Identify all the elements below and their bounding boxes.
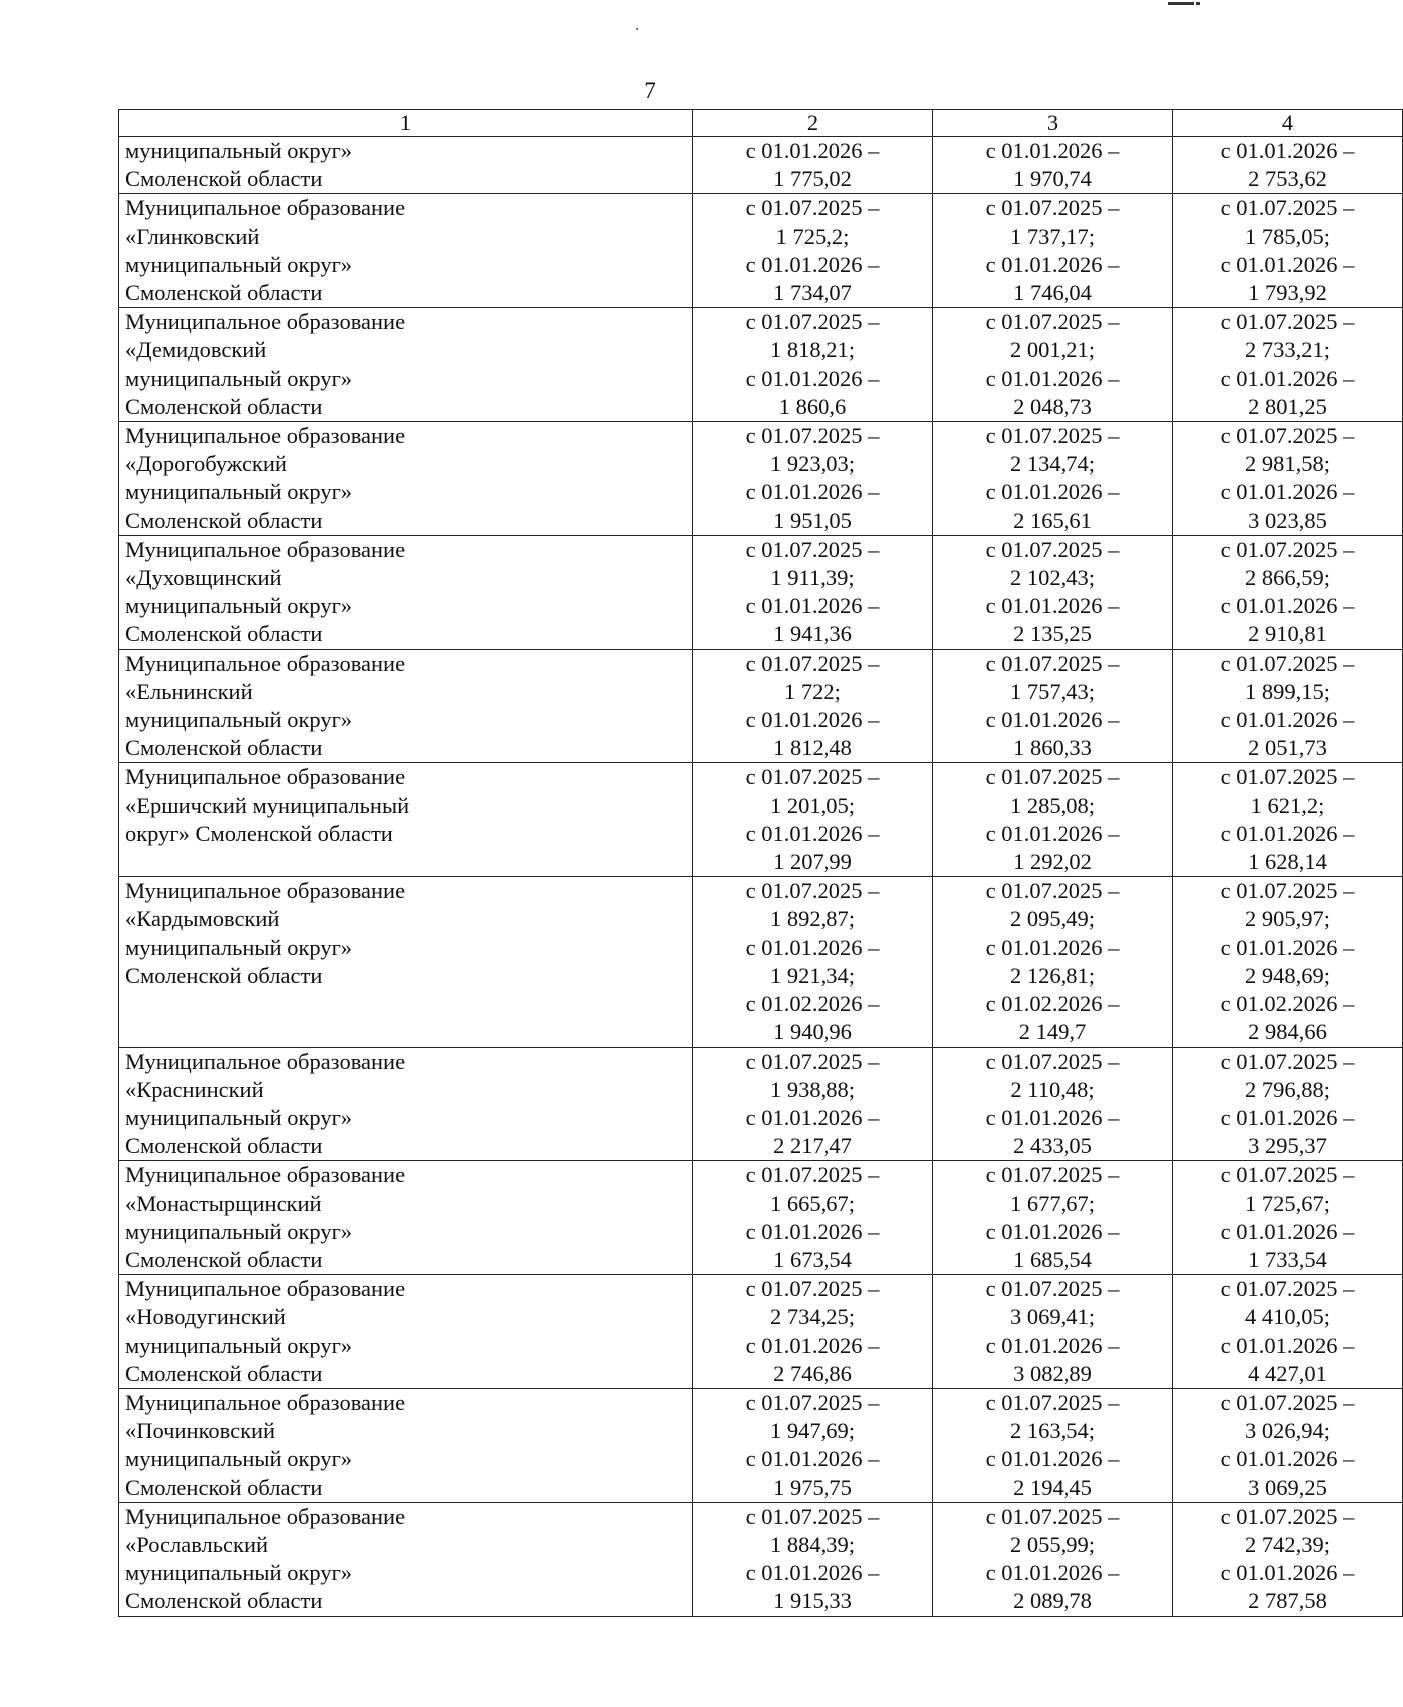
tariff-value-line: 2 984,66 (1248, 1019, 1327, 1045)
municipality-name-line: Смоленской области (125, 166, 323, 192)
tariff-value-line: 3 069,41; (1009, 1304, 1095, 1330)
tariff-value-line: 1 970,74 (1013, 166, 1092, 192)
tariff-value-line: 1 951,05 (773, 507, 852, 533)
tariff-value-line: с 01.07.2025 – (985, 195, 1120, 221)
tariff-value-line: с 01.01.2026 – (985, 593, 1120, 619)
tariff-value-line: 1 734,07 (773, 280, 852, 306)
municipality-name-line: муниципальный округ» (125, 934, 353, 960)
municipality-name-line: муниципальный округ» (125, 593, 353, 619)
tariff-value-line: 2 981,58; (1244, 451, 1330, 477)
tariff-value-line: с 01.01.2026 – (985, 479, 1120, 505)
tariff-value-line: 2 149,7 (1018, 1019, 1087, 1045)
tariff-value-line: 4 427,01 (1248, 1360, 1327, 1386)
tariff-value-line: 1 975,75 (773, 1474, 852, 1500)
tariff-value-line: 1 938,88; (769, 1076, 855, 1102)
tariff-value-line: 3 069,25 (1248, 1474, 1327, 1500)
municipality-name-line: Муниципальное образование (125, 309, 406, 335)
tariff-value-line: 1 621,2; (1250, 792, 1325, 818)
tariff-value-line: с 01.07.2025 – (985, 1503, 1120, 1529)
tariff-value-line: 1 746,04 (1013, 280, 1092, 306)
tariff-value-cell-2 (693, 308, 933, 422)
tariff-value-line: с 01.07.2025 – (745, 423, 880, 449)
tariff-value-line: с 01.07.2025 – (1220, 1503, 1355, 1529)
tariff-value-line: с 01.07.2025 – (745, 1276, 880, 1302)
tariff-value-line: с 01.02.2026 – (985, 991, 1120, 1017)
tariff-value-line: с 01.07.2025 – (985, 764, 1120, 790)
tariff-value-cell-2 (693, 1502, 933, 1616)
tariff-value-line: 3 082,89 (1013, 1360, 1092, 1386)
municipality-name-line: Смоленской области (125, 393, 323, 419)
municipality-name-cell (119, 1388, 693, 1502)
municipality-name-line: Смоленской области (125, 1133, 323, 1159)
tariff-value-line: 1 628,14 (1248, 849, 1327, 875)
tariff-value-line: с 01.01.2026 – (985, 1560, 1120, 1586)
tariff-value-cell-2 (693, 535, 933, 649)
tariff-value-line: 1 940,96 (773, 1019, 852, 1045)
tariff-value-line: с 01.01.2026 – (745, 1332, 880, 1358)
tariff-value-line: 1 818,21; (769, 337, 855, 363)
column-header-1: 1 (119, 110, 693, 137)
tariff-value-line: 1 911,39; (770, 565, 855, 591)
tariff-value-cell-2 (693, 877, 933, 1047)
municipality-name-line: «Духовщинский (125, 565, 282, 591)
municipality-name-line: Муниципальное образование (125, 536, 406, 562)
tariff-value-cell-4 (1173, 1388, 1403, 1502)
tariff-value-line: с 01.07.2025 – (985, 650, 1120, 676)
municipality-name-line: «Глинковский (125, 223, 260, 249)
tariff-value-cell-4 (1173, 194, 1403, 308)
tariff-value-cell-3 (933, 877, 1173, 1047)
municipality-name-line: муниципальный округ» (125, 1332, 353, 1358)
tariff-value-line: с 01.07.2025 – (1220, 878, 1355, 904)
tariff-value-line: 2 135,25 (1013, 621, 1092, 647)
tariff-value-cell-4 (1173, 535, 1403, 649)
tariff-value-line: с 01.01.2026 – (1220, 138, 1355, 163)
tariff-value-line: с 01.01.2026 – (745, 707, 880, 733)
tariff-value-line: с 01.01.2026 – (1220, 1104, 1355, 1130)
tariff-value-line: с 01.07.2025 – (1220, 423, 1355, 449)
tariff-value-line: 1 884,39; (769, 1531, 855, 1557)
tariff-value-line: с 01.07.2025 – (985, 1276, 1120, 1302)
tariff-value-line: с 01.07.2025 – (745, 1389, 880, 1415)
tariff-value-line: с 01.07.2025 – (1220, 536, 1355, 562)
tariff-value-line: 1 737,17; (1009, 223, 1095, 249)
tariff-value-line: 1 677,67; (1009, 1190, 1095, 1216)
tariff-value-cell-2 (693, 194, 933, 308)
municipality-name-line: муниципальный округ» (125, 479, 353, 505)
tariff-value-cell-4 (1173, 1502, 1403, 1616)
table-row (119, 308, 1403, 422)
tariff-value-line: с 01.01.2026 – (745, 1446, 880, 1472)
municipality-name-line: Муниципальное образование (125, 650, 406, 676)
municipality-name-line: муниципальный округ» (125, 707, 353, 733)
tariff-value-line: с 01.07.2025 – (1220, 195, 1355, 221)
tariff-value-line: с 01.07.2025 – (745, 1503, 880, 1529)
tariff-value-line: 3 026,94; (1244, 1418, 1330, 1444)
tariff-value-cell-3 (933, 308, 1173, 422)
tariff-value-line: 1 923,03; (769, 451, 855, 477)
tariff-value-line: 2 801,25 (1248, 393, 1327, 419)
tariff-value-line: с 01.01.2026 – (1220, 1446, 1355, 1472)
tariff-value-line: с 01.01.2026 – (745, 138, 880, 163)
tariff-value-line: с 01.07.2025 – (1220, 764, 1355, 790)
tariff-value-cell-4 (1173, 763, 1403, 877)
tariff-value-line: 1 757,43; (1009, 678, 1095, 704)
tariff-value-line: с 01.01.2026 – (985, 820, 1120, 846)
tariff-value-cell-3 (933, 649, 1173, 763)
tariff-value-line: с 01.01.2026 – (1220, 1218, 1355, 1244)
tariff-value-cell-4 (1173, 1275, 1403, 1389)
tariff-value-line: с 01.01.2026 – (985, 1218, 1120, 1244)
municipality-name-cell (119, 763, 693, 877)
tariff-value-cell-2 (693, 422, 933, 536)
municipality-name-line: муниципальный округ» (125, 1104, 353, 1130)
tariff-value-line: с 01.01.2026 – (985, 365, 1120, 391)
tariff-value-cell-4 (1173, 877, 1403, 1047)
tariff-value-line: с 01.01.2026 – (985, 251, 1120, 277)
tariff-value-line: с 01.01.2026 – (985, 138, 1120, 163)
tariff-value-line: с 01.07.2025 – (1220, 1276, 1355, 1302)
table-row (119, 1161, 1403, 1275)
tariff-value-line: 1 725,67; (1244, 1190, 1330, 1216)
tariff-value-cell-4 (1173, 1161, 1403, 1275)
municipality-name-cell (119, 1161, 693, 1275)
tariff-value-line: 2 733,21; (1244, 337, 1330, 363)
municipality-name-line: «Рославльский (125, 1531, 269, 1557)
table-row (119, 1388, 1403, 1502)
tariff-value-line: 1 899,15; (1244, 678, 1330, 704)
table-row (119, 535, 1403, 649)
tariff-value-cell-2 (693, 1047, 933, 1161)
tariff-value-line: 1 941,36 (773, 621, 852, 647)
tariff-value-line: 2 055,99; (1009, 1531, 1095, 1557)
municipality-name-line: Смоленской области (125, 1474, 323, 1500)
tariff-value-line: 2 217,47 (773, 1133, 852, 1159)
municipality-name-line: Муниципальное образование (125, 1389, 406, 1415)
municipality-name-line: «Починковский (125, 1418, 276, 1444)
municipality-name-line: «Ельнинский (125, 678, 253, 704)
tariff-value-line: с 01.01.2026 – (745, 365, 880, 391)
column-header-4: 4 (1173, 110, 1403, 137)
municipality-name-cell (119, 308, 693, 422)
tariff-value-line: 2 734,25; (769, 1304, 855, 1330)
tariff-value-cell-3 (933, 1275, 1173, 1389)
tariff-value-line: 2 433,05 (1013, 1133, 1092, 1159)
municipality-name-line: «Монастырщинский (125, 1190, 322, 1216)
tariff-value-line: с 01.07.2025 – (745, 650, 880, 676)
tariff-value-line: 3 023,85 (1248, 507, 1327, 533)
table-row (119, 1047, 1403, 1161)
tariff-value-line: с 01.01.2026 – (985, 1446, 1120, 1472)
municipality-name-cell (119, 535, 693, 649)
tariff-value-line: с 01.01.2026 – (745, 251, 880, 277)
municipality-name-cell (119, 1047, 693, 1161)
tariff-value-line: 1 785,05; (1244, 223, 1330, 249)
table-row (119, 877, 1403, 1047)
tariff-value-line: с 01.02.2026 – (1220, 991, 1355, 1017)
tariff-value-line: с 01.01.2026 – (1220, 479, 1355, 505)
tariff-value-line: с 01.01.2026 – (985, 1332, 1120, 1358)
tariff-value-line: 2 048,73 (1013, 393, 1092, 419)
tariff-value-line: 2 742,39; (1244, 1531, 1330, 1557)
tariff-value-line: 2 866,59; (1244, 565, 1330, 591)
tariff-value-line: 2 796,88; (1244, 1076, 1330, 1102)
tariff-value-line: с 01.01.2026 – (745, 934, 880, 960)
municipality-name-cell (119, 1502, 693, 1616)
page-number: 7 (644, 78, 656, 103)
tariff-value-cell-4 (1173, 1047, 1403, 1161)
tariff-value-line: 2 746,86 (773, 1360, 852, 1386)
tariff-value-line: 1 673,54 (773, 1246, 852, 1272)
tariff-value-line: 1 892,87; (769, 906, 855, 932)
tariff-value-line: с 01.07.2025 – (985, 878, 1120, 904)
tariff-value-line: 1 793,92 (1248, 280, 1327, 306)
tariff-value-cell-3 (933, 1502, 1173, 1616)
table-row (119, 1502, 1403, 1616)
tariff-value-line: 2 753,62 (1248, 166, 1327, 192)
tariff-value-line: 2 110,48; (1010, 1076, 1095, 1102)
municipality-name-line: муниципальный округ» (125, 1218, 353, 1244)
tariff-value-line: 1 733,54 (1248, 1246, 1327, 1272)
scan-corner-mark (1196, 2, 1200, 5)
table-row (119, 137, 1403, 194)
tariff-value-cell-2 (693, 763, 933, 877)
tariff-value-line: с 01.07.2025 – (745, 1048, 880, 1074)
municipality-name-line: округ» Смоленской области (125, 820, 393, 846)
municipality-name-line: Муниципальное образование (125, 1503, 406, 1529)
municipality-name-line: Муниципальное образование (125, 1048, 406, 1074)
tariff-value-cell-4 (1173, 137, 1403, 194)
municipality-name-line: Смоленской области (125, 280, 323, 306)
municipality-name-line: Смоленской области (125, 962, 323, 988)
tariff-value-line: с 01.01.2026 – (745, 593, 880, 619)
table-row (119, 649, 1403, 763)
tariff-value-cell-3 (933, 137, 1173, 194)
tariff-value-line: с 01.01.2026 – (1220, 820, 1355, 846)
tariff-value-line: 1 921,34; (769, 962, 855, 988)
tariff-value-line: 1 860,33 (1013, 735, 1092, 761)
tariff-value-cell-3 (933, 194, 1173, 308)
tariff-value-line: 1 775,02 (773, 166, 852, 192)
municipality-name-line: Муниципальное образование (125, 423, 406, 449)
tariff-value-line: с 01.07.2025 – (745, 536, 880, 562)
municipality-name-line: «Краснинский (125, 1076, 264, 1102)
tariff-value-line: 1 860,6 (778, 393, 847, 419)
municipality-name-line: муниципальный округ» (125, 251, 353, 277)
tariff-value-line: 2 194,45 (1013, 1474, 1092, 1500)
municipality-name-line: Смоленской области (125, 1246, 323, 1272)
municipality-name-line: Муниципальное образование (125, 878, 406, 904)
tariff-value-line: 1 725,2; (775, 223, 850, 249)
scan-corner-mark (1168, 2, 1194, 5)
tariff-value-line: с 01.07.2025 – (745, 309, 880, 335)
municipality-name-line: муниципальный округ» (125, 1446, 353, 1472)
tariff-value-line: с 01.07.2025 – (1220, 1048, 1355, 1074)
tariff-value-line: 1 915,33 (773, 1588, 852, 1614)
municipality-name-line: Смоленской области (125, 507, 323, 533)
tariff-value-line: 2 787,58 (1248, 1588, 1327, 1614)
tariff-value-cell-2 (693, 1275, 933, 1389)
municipality-name-cell (119, 649, 693, 763)
tariff-value-line: 2 051,73 (1248, 735, 1327, 761)
tariff-value-line: с 01.01.2026 – (985, 1104, 1120, 1130)
tariff-value-line: с 01.07.2025 – (1220, 650, 1355, 676)
tariff-value-line: с 01.01.2026 – (985, 934, 1120, 960)
tariff-value-line: с 01.07.2025 – (985, 536, 1120, 562)
table-row (119, 194, 1403, 308)
municipality-name-line: «Новодугинский (125, 1304, 286, 1330)
column-header-2: 2 (693, 110, 933, 137)
tariff-value-cell-3 (933, 535, 1173, 649)
tariff-value-line: 2 948,69; (1244, 962, 1330, 988)
tariff-value-line: с 01.01.2026 – (1220, 934, 1355, 960)
tariff-value-line: с 01.02.2026 – (745, 991, 880, 1017)
tariff-value-line: 4 410,05; (1244, 1304, 1330, 1330)
tariff-value-line: с 01.07.2025 – (985, 423, 1120, 449)
tariff-value-cell-3 (933, 1161, 1173, 1275)
tariff-value-line: 2 126,81; (1009, 962, 1095, 988)
tariff-value-line: 2 905,97; (1244, 906, 1330, 932)
tariff-value-line: с 01.01.2026 – (1220, 365, 1355, 391)
tariff-value-line: 2 001,21; (1009, 337, 1095, 363)
tariff-value-line: с 01.01.2026 – (745, 1560, 880, 1586)
tariff-value-line: 1 207,99 (773, 849, 852, 875)
table-row (119, 1275, 1403, 1389)
tariff-value-line: 2 095,49; (1009, 906, 1095, 932)
tariff-value-cell-3 (933, 422, 1173, 536)
tariff-value-line: с 01.07.2025 – (745, 195, 880, 221)
municipality-name-line: Смоленской области (125, 1360, 323, 1386)
municipality-name-line: «Демидовский (125, 337, 267, 363)
tariff-value-line: с 01.01.2026 – (1220, 707, 1355, 733)
municipality-name-cell (119, 877, 693, 1047)
tariff-value-cell-4 (1173, 422, 1403, 536)
table-header-row (119, 110, 1403, 137)
municipality-name-line: муниципальный округ» (125, 138, 353, 163)
municipality-name-line: муниципальный округ» (125, 1560, 353, 1586)
tariff-value-line: с 01.01.2026 – (745, 820, 880, 846)
tariff-value-line: 1 947,69; (769, 1418, 855, 1444)
tariff-value-line: с 01.07.2025 – (985, 1162, 1120, 1188)
tariff-value-cell-2 (693, 649, 933, 763)
tariff-value-cell-3 (933, 1047, 1173, 1161)
tariff-value-line: с 01.01.2026 – (985, 707, 1120, 733)
tariff-value-line: с 01.01.2026 – (745, 1218, 880, 1244)
municipality-name-line: Муниципальное образование (125, 1276, 406, 1302)
municipality-name-line: «Ершичский муниципальный (125, 792, 410, 818)
tariff-value-line: с 01.01.2026 – (1220, 1332, 1355, 1358)
tariff-value-line: с 01.01.2026 – (1220, 1560, 1355, 1586)
table-row (119, 422, 1403, 536)
tariff-value-line: с 01.07.2025 – (745, 1162, 880, 1188)
municipality-name-line: Смоленской области (125, 735, 323, 761)
tariff-value-line: 2 089,78 (1013, 1588, 1092, 1614)
tariff-value-cell-4 (1173, 308, 1403, 422)
municipality-name-cell (119, 422, 693, 536)
municipality-name-line: муниципальный округ» (125, 365, 353, 391)
tariff-value-line: с 01.07.2025 – (985, 1389, 1120, 1415)
tariff-value-line: с 01.01.2026 – (745, 1104, 880, 1130)
tariff-value-line: с 01.07.2025 – (1220, 1389, 1355, 1415)
municipality-name-line: «Кардымовский (125, 906, 280, 932)
municipality-name-cell (119, 194, 693, 308)
tariff-value-line: 1 722; (784, 678, 841, 704)
tariff-value-line: с 01.07.2025 – (985, 1048, 1120, 1074)
tariff-value-line: с 01.01.2026 – (1220, 251, 1355, 277)
municipality-name-cell (119, 137, 693, 194)
tariff-value-line: 2 163,54; (1009, 1418, 1095, 1444)
tariff-value-line: с 01.07.2025 – (745, 764, 880, 790)
tariff-value-line: 1 292,02 (1013, 849, 1092, 875)
municipality-name-line: «Дорогобужский (125, 451, 287, 477)
tariff-table (118, 109, 1403, 1617)
table-row (119, 763, 1403, 877)
tariff-value-line: 2 910,81 (1248, 621, 1327, 647)
tariff-value-cell-3 (933, 1388, 1173, 1502)
tariff-value-line: 1 812,48 (773, 735, 852, 761)
tariff-value-cell-3 (933, 763, 1173, 877)
municipality-name-line: Муниципальное образование (125, 764, 406, 790)
tariff-value-cell-2 (693, 1161, 933, 1275)
municipality-name-cell (119, 1275, 693, 1389)
table-body (119, 137, 1403, 1617)
tariff-value-line: 3 295,37 (1248, 1133, 1327, 1159)
tariff-value-line: 1 665,67; (769, 1190, 855, 1216)
tariff-value-cell-2 (693, 1388, 933, 1502)
column-header-3: 3 (933, 110, 1173, 137)
tariff-value-cell-2 (693, 137, 933, 194)
tariff-value-line: 2 102,43; (1009, 565, 1095, 591)
tariff-value-cell-4 (1173, 649, 1403, 763)
municipality-name-line: Смоленской области (125, 1588, 323, 1614)
tariff-value-line: с 01.01.2026 – (745, 479, 880, 505)
municipality-name-line: Муниципальное образование (125, 1162, 406, 1188)
tariff-value-line: с 01.07.2025 – (1220, 309, 1355, 335)
tariff-value-line: 1 685,54 (1013, 1246, 1092, 1272)
tariff-value-line: с 01.07.2025 – (1220, 1162, 1355, 1188)
tariff-value-line: 2 165,61 (1013, 507, 1092, 533)
tariff-value-line: с 01.07.2025 – (985, 309, 1120, 335)
tariff-value-line: 1 285,08; (1009, 792, 1095, 818)
tariff-value-line: с 01.07.2025 – (745, 878, 880, 904)
tariff-value-line: 2 134,74; (1009, 451, 1095, 477)
tariff-value-line: с 01.01.2026 – (1220, 593, 1355, 619)
municipality-name-line: Смоленской области (125, 621, 323, 647)
municipality-name-line: Муниципальное образование (125, 195, 406, 221)
scan-speck (636, 28, 638, 30)
tariff-value-line: 1 201,05; (769, 792, 855, 818)
